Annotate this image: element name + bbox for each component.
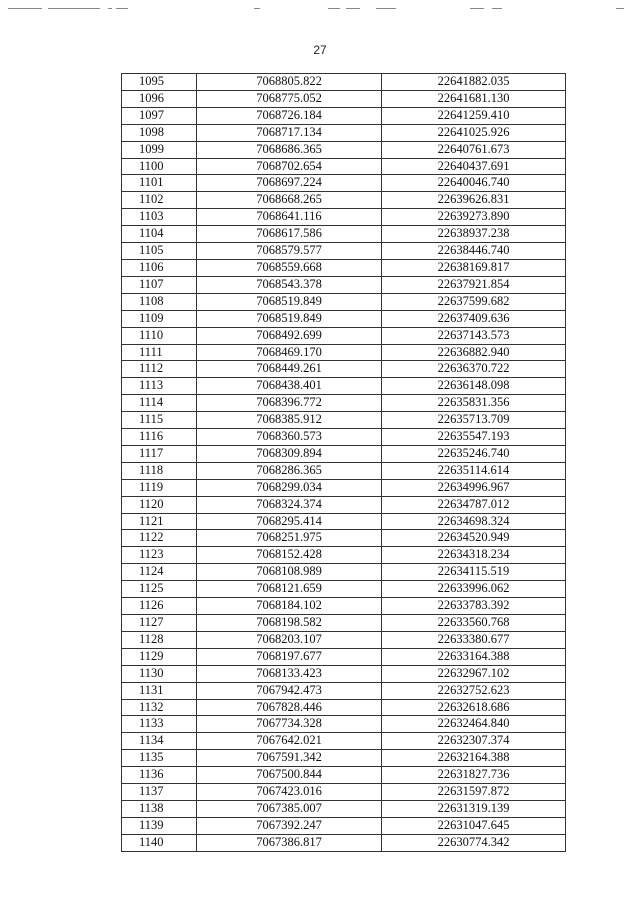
y-coordinate-cell: 22633380.677 [382, 631, 566, 648]
table-row [122, 733, 566, 750]
point-number-cell: 1117 [122, 445, 197, 462]
table-row [122, 192, 566, 209]
point-number-cell: 1124 [122, 564, 197, 581]
table-row [122, 784, 566, 801]
point-number-cell: 1126 [122, 598, 197, 615]
x-coordinate-cell: 7068617.586 [197, 226, 382, 243]
table-row [122, 243, 566, 260]
table-row [122, 378, 566, 395]
x-coordinate-cell: 7068726.184 [197, 107, 382, 124]
y-coordinate-cell: 22641882.035 [382, 74, 566, 91]
x-coordinate-cell: 7068579.577 [197, 243, 382, 260]
x-coordinate-cell: 7067500.844 [197, 767, 382, 784]
y-coordinate-cell: 22637409.636 [382, 310, 566, 327]
table-row [122, 107, 566, 124]
table-row [122, 716, 566, 733]
y-coordinate-cell: 22636148.098 [382, 378, 566, 395]
table-row [122, 767, 566, 784]
x-coordinate-cell: 7068702.654 [197, 158, 382, 175]
table-row [122, 834, 566, 851]
point-number-cell: 1132 [122, 699, 197, 716]
point-number-cell: 1100 [122, 158, 197, 175]
y-coordinate-cell: 22633783.392 [382, 598, 566, 615]
point-number-cell: 1116 [122, 429, 197, 446]
x-coordinate-cell: 7068697.224 [197, 175, 382, 192]
point-number-cell: 1128 [122, 631, 197, 648]
x-coordinate-cell: 7068309.894 [197, 445, 382, 462]
scan-header-marks [8, 6, 632, 12]
y-coordinate-cell: 22631597.872 [382, 784, 566, 801]
x-coordinate-cell: 7068396.772 [197, 395, 382, 412]
table-row [122, 479, 566, 496]
y-coordinate-cell: 22637143.573 [382, 327, 566, 344]
x-coordinate-cell: 7067591.342 [197, 750, 382, 767]
table-row [122, 665, 566, 682]
x-coordinate-cell: 7067828.446 [197, 699, 382, 716]
x-coordinate-cell: 7068492.699 [197, 327, 382, 344]
point-number-cell: 1129 [122, 648, 197, 665]
y-coordinate-cell: 22640046.740 [382, 175, 566, 192]
point-number-cell: 1133 [122, 716, 197, 733]
x-coordinate-cell: 7067392.247 [197, 817, 382, 834]
point-number-cell: 1113 [122, 378, 197, 395]
x-coordinate-cell: 7068251.975 [197, 530, 382, 547]
x-coordinate-cell: 7068668.265 [197, 192, 382, 209]
table-row [122, 513, 566, 530]
table-row [122, 429, 566, 446]
point-number-cell: 1098 [122, 124, 197, 141]
point-number-cell: 1123 [122, 547, 197, 564]
point-number-cell: 1130 [122, 665, 197, 682]
point-number-cell: 1115 [122, 412, 197, 429]
point-number-cell: 1103 [122, 209, 197, 226]
x-coordinate-cell: 7068299.034 [197, 479, 382, 496]
y-coordinate-cell: 22638446.740 [382, 243, 566, 260]
table-row [122, 462, 566, 479]
point-number-cell: 1120 [122, 496, 197, 513]
y-coordinate-cell: 22632164.388 [382, 750, 566, 767]
table-row [122, 158, 566, 175]
x-coordinate-cell: 7067385.007 [197, 800, 382, 817]
table-row [122, 327, 566, 344]
point-number-cell: 1138 [122, 800, 197, 817]
point-number-cell: 1140 [122, 834, 197, 851]
point-number-cell: 1131 [122, 682, 197, 699]
table-row [122, 682, 566, 699]
coordinates-table-body [122, 74, 566, 852]
y-coordinate-cell: 22631827.736 [382, 767, 566, 784]
y-coordinate-cell: 22638169.817 [382, 259, 566, 276]
page-number: 27 [313, 43, 327, 57]
x-coordinate-cell: 7068717.134 [197, 124, 382, 141]
point-number-cell: 1135 [122, 750, 197, 767]
x-coordinate-cell: 7068286.365 [197, 462, 382, 479]
point-number-cell: 1111 [122, 344, 197, 361]
table-row [122, 412, 566, 429]
table-row [122, 800, 566, 817]
point-number-cell: 1099 [122, 141, 197, 158]
point-number-cell: 1107 [122, 276, 197, 293]
point-number-cell: 1125 [122, 581, 197, 598]
x-coordinate-cell: 7067642.021 [197, 733, 382, 750]
y-coordinate-cell: 22635114.614 [382, 462, 566, 479]
table-row [122, 209, 566, 226]
table-row [122, 547, 566, 564]
y-coordinate-cell: 22641025.926 [382, 124, 566, 141]
point-number-cell: 1102 [122, 192, 197, 209]
table-row [122, 293, 566, 310]
x-coordinate-cell: 7068559.668 [197, 259, 382, 276]
y-coordinate-cell: 22635713.709 [382, 412, 566, 429]
y-coordinate-cell: 22631047.645 [382, 817, 566, 834]
table-row [122, 175, 566, 192]
y-coordinate-cell: 22634115.519 [382, 564, 566, 581]
x-coordinate-cell: 7068469.170 [197, 344, 382, 361]
table-row [122, 395, 566, 412]
point-number-cell: 1096 [122, 90, 197, 107]
x-coordinate-cell: 7068805.822 [197, 74, 382, 91]
x-coordinate-cell: 7068324.374 [197, 496, 382, 513]
y-coordinate-cell: 22634698.324 [382, 513, 566, 530]
y-coordinate-cell: 22637921.854 [382, 276, 566, 293]
point-number-cell: 1108 [122, 293, 197, 310]
table-row [122, 564, 566, 581]
table-row [122, 344, 566, 361]
point-number-cell: 1095 [122, 74, 197, 91]
point-number-cell: 1114 [122, 395, 197, 412]
x-coordinate-cell: 7068133.423 [197, 665, 382, 682]
point-number-cell: 1104 [122, 226, 197, 243]
x-coordinate-cell: 7068198.582 [197, 615, 382, 632]
y-coordinate-cell: 22632307.374 [382, 733, 566, 750]
x-coordinate-cell: 7068543.378 [197, 276, 382, 293]
x-coordinate-cell: 7067734.328 [197, 716, 382, 733]
x-coordinate-cell: 7068295.414 [197, 513, 382, 530]
table-row [122, 631, 566, 648]
point-number-cell: 1097 [122, 107, 197, 124]
y-coordinate-cell: 22630774.342 [382, 834, 566, 851]
point-number-cell: 1118 [122, 462, 197, 479]
table-row [122, 530, 566, 547]
point-number-cell: 1122 [122, 530, 197, 547]
table-row [122, 310, 566, 327]
y-coordinate-cell: 22632618.686 [382, 699, 566, 716]
x-coordinate-cell: 7068184.102 [197, 598, 382, 615]
y-coordinate-cell: 22636882.940 [382, 344, 566, 361]
table-row [122, 648, 566, 665]
x-coordinate-cell: 7068686.365 [197, 141, 382, 158]
y-coordinate-cell: 22634787.012 [382, 496, 566, 513]
table-row [122, 615, 566, 632]
y-coordinate-cell: 22641681.130 [382, 90, 566, 107]
table-row [122, 581, 566, 598]
table-row [122, 90, 566, 107]
x-coordinate-cell: 7068152.428 [197, 547, 382, 564]
table-row [122, 496, 566, 513]
point-number-cell: 1134 [122, 733, 197, 750]
y-coordinate-cell: 22640437.691 [382, 158, 566, 175]
x-coordinate-cell: 7068203.107 [197, 631, 382, 648]
y-coordinate-cell: 22636370.722 [382, 361, 566, 378]
y-coordinate-cell: 22641259.410 [382, 107, 566, 124]
x-coordinate-cell: 7068438.401 [197, 378, 382, 395]
x-coordinate-cell: 7067942.473 [197, 682, 382, 699]
table-row [122, 817, 566, 834]
table-row [122, 699, 566, 716]
table-row [122, 750, 566, 767]
table-row [122, 598, 566, 615]
y-coordinate-cell: 22638937.238 [382, 226, 566, 243]
y-coordinate-cell: 22633164.388 [382, 648, 566, 665]
x-coordinate-cell: 7068360.573 [197, 429, 382, 446]
x-coordinate-cell: 7068108.989 [197, 564, 382, 581]
y-coordinate-cell: 22632967.102 [382, 665, 566, 682]
point-number-cell: 1136 [122, 767, 197, 784]
y-coordinate-cell: 22637599.682 [382, 293, 566, 310]
x-coordinate-cell: 7068197.677 [197, 648, 382, 665]
x-coordinate-cell: 7068121.659 [197, 581, 382, 598]
x-coordinate-cell: 7068775.052 [197, 90, 382, 107]
point-number-cell: 1101 [122, 175, 197, 192]
point-number-cell: 1139 [122, 817, 197, 834]
table-row [122, 276, 566, 293]
y-coordinate-cell: 22634318.234 [382, 547, 566, 564]
table-row [122, 124, 566, 141]
y-coordinate-cell: 22640761.673 [382, 141, 566, 158]
point-number-cell: 1119 [122, 479, 197, 496]
x-coordinate-cell: 7067386.817 [197, 834, 382, 851]
table-row [122, 361, 566, 378]
y-coordinate-cell: 22634996.967 [382, 479, 566, 496]
point-number-cell: 1121 [122, 513, 197, 530]
point-number-cell: 1105 [122, 243, 197, 260]
point-number-cell: 1112 [122, 361, 197, 378]
x-coordinate-cell: 7068449.261 [197, 361, 382, 378]
y-coordinate-cell: 22634520.949 [382, 530, 566, 547]
point-number-cell: 1137 [122, 784, 197, 801]
x-coordinate-cell: 7067423.016 [197, 784, 382, 801]
y-coordinate-cell: 22639626.831 [382, 192, 566, 209]
table-row [122, 226, 566, 243]
y-coordinate-cell: 22633560.768 [382, 615, 566, 632]
point-number-cell: 1110 [122, 327, 197, 344]
x-coordinate-cell: 7068641.116 [197, 209, 382, 226]
point-number-cell: 1109 [122, 310, 197, 327]
y-coordinate-cell: 22635246.740 [382, 445, 566, 462]
x-coordinate-cell: 7068519.849 [197, 293, 382, 310]
y-coordinate-cell: 22631319.139 [382, 800, 566, 817]
coordinates-table [121, 73, 566, 852]
y-coordinate-cell: 22633996.062 [382, 581, 566, 598]
table-row [122, 74, 566, 91]
y-coordinate-cell: 22639273.890 [382, 209, 566, 226]
table-row [122, 259, 566, 276]
y-coordinate-cell: 22635831.356 [382, 395, 566, 412]
point-number-cell: 1127 [122, 615, 197, 632]
x-coordinate-cell: 7068519.849 [197, 310, 382, 327]
y-coordinate-cell: 22635547.193 [382, 429, 566, 446]
table-row [122, 445, 566, 462]
y-coordinate-cell: 22632464.840 [382, 716, 566, 733]
table-row [122, 141, 566, 158]
point-number-cell: 1106 [122, 259, 197, 276]
x-coordinate-cell: 7068385.912 [197, 412, 382, 429]
y-coordinate-cell: 22632752.623 [382, 682, 566, 699]
